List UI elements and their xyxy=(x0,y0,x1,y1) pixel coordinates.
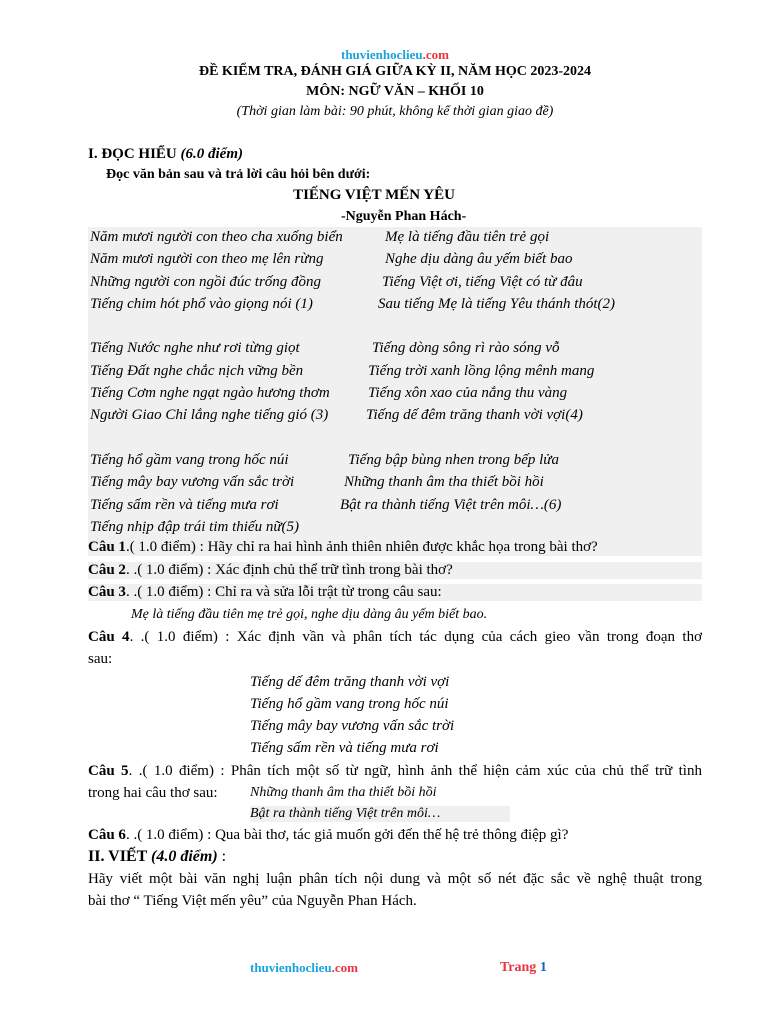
poem-line-row xyxy=(88,316,702,338)
poem-line-row xyxy=(88,383,702,405)
poem-line-row xyxy=(88,450,702,472)
question-4-verse-1: Tiếng dế đêm trăng thanh vời vợi xyxy=(250,674,450,690)
question-4-text: . .( 1.0 điểm) : Xác định vần và phân tích tác dụng của cách gieo vần trong đoạn thơ xyxy=(129,629,702,645)
section1-points: (6.0 điểm) xyxy=(180,146,243,162)
question-3 xyxy=(88,584,702,601)
document-page xyxy=(88,0,702,1024)
poem-line-right: Nghe dịu dàng âu yếm biết bao xyxy=(385,251,573,268)
question-5 xyxy=(88,763,702,780)
site-header xyxy=(88,47,702,63)
poem-line-right: Những thanh âm tha thiết bồi hồi xyxy=(344,474,544,491)
section2-points: (4.0 điểm) xyxy=(151,848,218,865)
section2-label: II. VIẾT xyxy=(88,848,151,865)
poem-block xyxy=(88,227,702,539)
question-5-label: Câu 5 xyxy=(88,763,129,779)
poem-line-right: Tiếng xôn xao của nắng thu vàng xyxy=(368,385,568,402)
poem-line-row xyxy=(88,249,702,271)
poem-line-right: Tiếng Việt ơi, tiếng Việt có từ đâu xyxy=(382,273,583,290)
poem-line-right: Mẹ là tiếng đầu tiên trẻ gọi xyxy=(385,229,550,245)
question-4-verse-4: Tiếng sấm rền và tiếng mưa rơi xyxy=(250,740,439,756)
poem-line-row xyxy=(88,294,702,316)
question-5-text: . .( 1.0 điểm) : Phân tích một số từ ngữ, hình ảnh thể hiện cảm xúc của chủ thể trữ tình xyxy=(128,763,702,779)
poem-line-row xyxy=(88,338,702,360)
question-2-text: . .( 1.0 điểm) : Xác định chủ thể trữ tình trong bài thơ? xyxy=(125,562,453,578)
poem-line-row xyxy=(88,428,702,450)
poem-line-left: Tiếng sấm rền và tiếng mưa rơi xyxy=(90,496,279,513)
question-4-verse-3: Tiếng mây bay vương vấn sắc trời xyxy=(250,718,455,734)
poem-title-text: TIẾNG VIỆT MẾN YÊU xyxy=(293,187,455,203)
section1-label: I. ĐỌC HIỂU xyxy=(88,146,181,162)
question-4 xyxy=(88,629,702,646)
footer-page-number xyxy=(500,960,547,976)
question-4-verse-2: Tiếng hổ gầm vang trong hốc núi xyxy=(250,696,449,712)
question-3-label: Câu 3 xyxy=(88,584,126,600)
question-6-text: . .( 1.0 điểm) : Qua bài thơ, tác giả muốn gởi đến thế hệ trẻ thông điệp gì? xyxy=(125,827,569,843)
poem-line-right: Tiếng bập bùng nhen trong bếp lửa xyxy=(348,451,559,468)
footer-site-name: thuvienhoclieu xyxy=(250,960,332,975)
poem-line-left: Tiếng mây bay vương vấn sắc trời xyxy=(90,474,295,491)
question-2-label: Câu 2 xyxy=(88,562,126,578)
poem-line-left: Tiếng chim hót phổ vào giọng nói (1) xyxy=(90,295,313,312)
question-5-continuation: trong hai câu thơ sau: xyxy=(88,785,218,801)
site-name: thuvienhoclieu xyxy=(341,47,423,62)
question-1-label: Câu 1 xyxy=(88,539,126,555)
question-5-verse-2: Bật ra thành tiếng Việt trên môi… xyxy=(250,806,510,822)
section2-prompt-line-2: bài thơ “ Tiếng Việt mến yêu” của Nguyễn Phan Hách. xyxy=(88,893,417,909)
question-3-text: . .( 1.0 điểm) : Chỉ ra và sửa lỗi trật từ trong câu sau: xyxy=(125,584,442,600)
footer-site xyxy=(250,960,358,976)
poem-line-row xyxy=(88,517,702,539)
poem-line-left: Tiếng Nước nghe như rơi từng giọt xyxy=(90,340,300,357)
question-6 xyxy=(88,827,702,844)
question-3-quote: Mẹ là tiếng đầu tiên mẹ trẻ gọi, nghe dịu dàng âu yếm biết bao. xyxy=(131,607,488,622)
poem-line-row xyxy=(88,472,702,494)
poem-line-row xyxy=(88,405,702,427)
poem-line-row xyxy=(88,361,702,383)
footer-page-label: Trang xyxy=(500,960,540,975)
poem-line-left: Tiếng nhịp đập trái tim thiếu nữ(5) xyxy=(90,518,300,535)
exam-title: ĐỀ KIỂM TRA, ĐÁNH GIÁ GIỮA KỲ II, NĂM HỌC 2023-2024 xyxy=(198,64,591,79)
poem-line-left: Tiếng hổ gầm vang trong hốc núi xyxy=(90,451,289,468)
section2-heading xyxy=(88,848,226,866)
poem-line-left: Năm mươi người con theo cha xuống biển xyxy=(90,229,343,245)
question-4-continuation: sau: xyxy=(88,651,113,667)
poem-author: -Nguyễn Phan Hách- xyxy=(341,209,467,224)
footer-page-value: 1 xyxy=(539,960,547,975)
poem-line-left: Tiếng Đất nghe chắc nịch vững bền xyxy=(90,362,304,379)
poem-title xyxy=(88,187,702,204)
poem-line-row xyxy=(88,227,702,249)
question-6-label: Câu 6 xyxy=(88,827,126,843)
question-1-text: .( 1.0 điểm) : Hãy chỉ ra hai hình ảnh thiên nhiên được khắc họa trong bài thơ? xyxy=(125,539,598,555)
poem-line-left: Tiếng Cơm nghe ngạt ngào hương thơm xyxy=(90,385,330,402)
poem-line-right: Bật ra thành tiếng Việt trên môi…(6) xyxy=(340,496,562,513)
question-2 xyxy=(88,562,702,579)
poem-line-left: Những người con ngồi đúc trống đồng xyxy=(90,273,322,290)
question-5-verse-1: Những thanh âm tha thiết bồi hồi xyxy=(250,785,437,800)
exam-subject: MÔN: NGỮ VĂN – KHỐI 10 xyxy=(306,84,484,99)
question-1 xyxy=(88,539,702,556)
poem-line-right: Tiếng dòng sông rì rào sóng vỗ xyxy=(372,340,560,357)
section2-prompt-line-1: Hãy viết một bài văn nghị luận phân tích nội dung và một số nét đặc sắc về nghệ thuật trong xyxy=(88,871,702,887)
site-domain: .com xyxy=(422,47,449,62)
poem-line-right: Tiếng dế đêm trăng thanh vời vợi(4) xyxy=(366,407,583,424)
poem-line-left: Năm mươi người con theo mẹ lên rừng xyxy=(90,251,324,268)
section2-colon: : xyxy=(217,848,227,865)
section1-heading xyxy=(88,146,243,163)
poem-line-right: Sau tiếng Mẹ là tiếng Yêu thánh thót(2) xyxy=(378,295,616,312)
poem-line-right: Tiếng trời xanh lồng lộng mênh mang xyxy=(368,362,595,379)
footer-site-domain: .com xyxy=(331,960,358,975)
question-4-label: Câu 4 xyxy=(88,629,130,645)
poem-line-row xyxy=(88,272,702,294)
reading-instruction: Đọc văn bản sau và trả lời câu hỏi bên dưới: xyxy=(106,167,371,182)
poem-line-row xyxy=(88,495,702,517)
exam-time-note: (Thời gian làm bài: 90 phút, không kể thời gian giao đề) xyxy=(236,104,554,119)
poem-line-left: Người Giao Chỉ lắng nghe tiếng gió (3) xyxy=(90,407,329,424)
